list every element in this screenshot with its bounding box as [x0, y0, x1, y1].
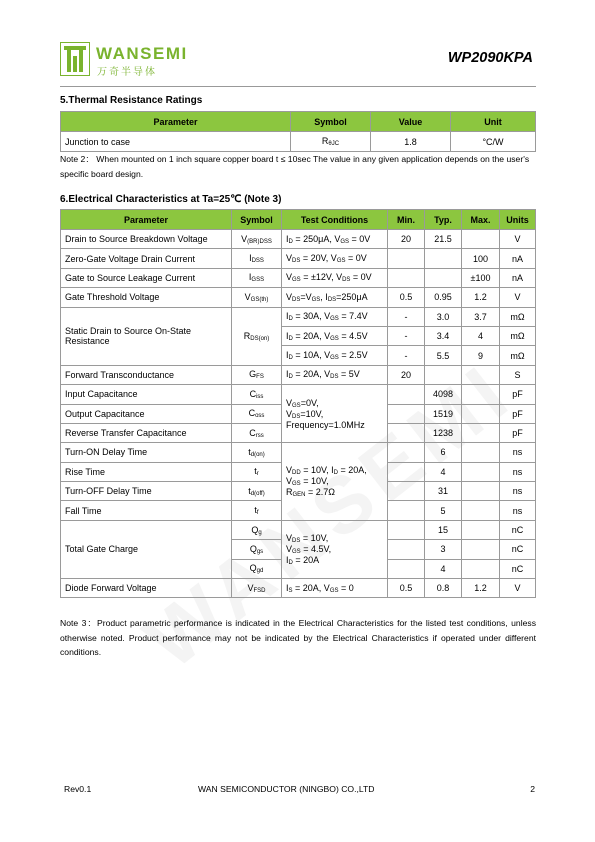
cell-min: -	[388, 307, 425, 326]
cell-symbol: $C_{oss}$	[232, 404, 282, 423]
cell-min	[388, 423, 425, 442]
cell-parameter: Zero-Gate Voltage Drain Current	[61, 249, 232, 268]
cell-unit: ns	[500, 482, 536, 501]
footer-page-number: 2	[530, 784, 535, 794]
cell-typ	[425, 249, 462, 268]
cell-unit: V	[500, 579, 536, 598]
cell-min	[388, 268, 425, 287]
col-header: Parameter	[61, 210, 232, 230]
cell-symbol: $Q_{gd}$	[232, 559, 282, 578]
cell-max: 3.7	[462, 307, 500, 326]
cell-min	[388, 462, 425, 481]
cell-unit: ns	[500, 462, 536, 481]
col-header: Test Conditions	[282, 210, 388, 230]
table-row	[61, 579, 536, 598]
table-row	[61, 365, 536, 384]
cell-min	[388, 249, 425, 268]
cell-typ: 3.0	[425, 307, 462, 326]
cell-min: 0.5	[388, 579, 425, 598]
cell-max	[462, 501, 500, 520]
cell-symbol: $I_{DSS}$	[232, 249, 282, 268]
logo-brand-text: WANSEMI	[96, 44, 188, 63]
cell-max	[462, 462, 500, 481]
cell-unit: pF	[500, 385, 536, 404]
cell-unit: nC	[500, 540, 536, 559]
cell-min	[388, 520, 425, 539]
col-header: Max.	[462, 210, 500, 230]
cell-parameter: Input Capacitance	[61, 385, 232, 404]
cell-condition: $V_{GS} = \pm 12V$, $V_{DS} = 0V$	[282, 268, 388, 287]
cell-symbol: $C_{rss}$	[232, 423, 282, 442]
cell-condition: $V_{DS} = 10V$, $V_{GS} = 4.5V$, $I_D = 20A$	[282, 520, 388, 578]
col-header: Typ.	[425, 210, 462, 230]
cell-unit: nA	[500, 249, 536, 268]
cell-symbol: $Q_g$	[232, 520, 282, 539]
cell-condition: $I_D = 20A$, $V_{GS} = 4.5V$	[282, 326, 388, 345]
cell-typ	[425, 365, 462, 384]
cell-symbol: $V_{(BR)DSS}$	[232, 230, 282, 249]
cell-unit: S	[500, 365, 536, 384]
cell-unit: nC	[500, 559, 536, 578]
cell-min	[388, 540, 425, 559]
cell-typ: 6	[425, 443, 462, 462]
cell-condition: $I_D = 250\mu A$, $V_{GS} = 0V$	[282, 230, 388, 249]
cell-condition: $V_{DD} = 10V$, $I_D = 20A$, $V_{GS} = 10V$, $R_{GEN} = 2.7\Omega$	[282, 443, 388, 521]
cell-typ: 21.5	[425, 230, 462, 249]
cell-unit: mΩ	[500, 307, 536, 326]
col-header: Symbol	[291, 112, 371, 132]
cell-min	[388, 559, 425, 578]
footer-revision: Rev0.1	[64, 784, 92, 794]
cell-min	[388, 443, 425, 462]
thermal-table	[60, 111, 536, 152]
cell-condition: $I_D = 30A$, $V_{GS} = 7.4V$	[282, 307, 388, 326]
cell-typ: 4	[425, 559, 462, 578]
cell-symbol: $t_r$	[232, 462, 282, 481]
cell-condition: $I_S = 20A$, $V_{GS} = 0$	[282, 579, 388, 598]
cell-symbol: $t_{d(off)}$	[232, 482, 282, 501]
cell-symbol: $t_{d(on)}$	[232, 443, 282, 462]
cell-unit: nA	[500, 268, 536, 287]
cell-max	[462, 559, 500, 578]
cell-max	[462, 482, 500, 501]
cell-parameter: Fall Time	[61, 501, 232, 520]
cell-typ: 4	[425, 462, 462, 481]
cell-condition: $I_D = 10A$, $V_{GS} = 2.5V$	[282, 346, 388, 365]
cell-parameter: Diode Forward Voltage	[61, 579, 232, 598]
cell-unit: mΩ	[500, 326, 536, 345]
cell-typ	[425, 268, 462, 287]
cell-max: 1.2	[462, 288, 500, 307]
section-5-heading: 5.Thermal Resistance Ratings	[60, 95, 203, 106]
cell-unit: nC	[500, 520, 536, 539]
cell-max: 1.2	[462, 579, 500, 598]
cell-max	[462, 404, 500, 423]
cell-typ: 3	[425, 540, 462, 559]
cell-typ: 5	[425, 501, 462, 520]
cell-unit: ns	[500, 501, 536, 520]
cell-max	[462, 520, 500, 539]
cell-max	[462, 443, 500, 462]
cell-parameter: Reverse Transfer Capacitance	[61, 423, 232, 442]
table-row	[61, 249, 536, 268]
cell-parameter: Turn-ON Delay Time	[61, 443, 232, 462]
table-row	[61, 268, 536, 287]
cell-parameter: Gate to Source Leakage Current	[61, 268, 232, 287]
col-header: Symbol	[232, 210, 282, 230]
cell-min	[388, 501, 425, 520]
cell-parameter: Junction to case	[61, 132, 291, 152]
cell-unit: ns	[500, 443, 536, 462]
col-header: Unit	[451, 112, 536, 132]
electrical-table	[60, 209, 536, 598]
thermal-header-row	[61, 112, 536, 132]
cell-condition: $V_{DS}=V_{GS}$, $I_{DS}=250\mu A$	[282, 288, 388, 307]
cell-unit: °C/W	[451, 132, 536, 152]
cell-symbol: $G_{FS}$	[232, 365, 282, 384]
note-2: Note 2： When mounted on 1 inch square copper board t ≤ 10sec The value in any given application depends on the user's specific board design.	[60, 154, 530, 179]
cell-symbol: $R_{\theta JC}$	[291, 132, 371, 152]
cell-min	[388, 385, 425, 404]
cell-condition: $V_{DS} = 20V$, $V_{GS} = 0V$	[282, 249, 388, 268]
cell-unit: mΩ	[500, 346, 536, 365]
cell-max: 100	[462, 249, 500, 268]
cell-parameter: Turn-OFF Delay Time	[61, 482, 232, 501]
cell-unit: V	[500, 230, 536, 249]
cell-condition: $I_D = 20A$, $V_{DS} = 5V$	[282, 365, 388, 384]
col-header: Units	[500, 210, 536, 230]
table-row	[61, 307, 536, 326]
table-row	[61, 443, 536, 462]
cell-symbol: $C_{iss}$	[232, 385, 282, 404]
cell-value: 1.8	[371, 132, 451, 152]
cell-max	[462, 423, 500, 442]
cell-typ: 5.5	[425, 346, 462, 365]
cell-parameter: Static Drain to Source On-State Resistance	[61, 307, 232, 365]
part-number: WP2090KPA	[447, 50, 533, 66]
cell-max	[462, 230, 500, 249]
cell-min: -	[388, 346, 425, 365]
logo-mark-icon	[60, 42, 90, 76]
cell-typ: 1519	[425, 404, 462, 423]
cell-max	[462, 540, 500, 559]
cell-min: 0.5	[388, 288, 425, 307]
cell-min: 20	[388, 365, 425, 384]
cell-max: ±100	[462, 268, 500, 287]
cell-symbol: $Q_{gs}$	[232, 540, 282, 559]
header-divider	[60, 86, 536, 87]
col-header: Parameter	[61, 112, 291, 132]
cell-max	[462, 385, 500, 404]
logo-brand-subtext: 万奇半导体	[97, 67, 157, 78]
cell-parameter: Gate Threshold Voltage	[61, 288, 232, 307]
cell-parameter: Rise Time	[61, 462, 232, 481]
cell-min: 20	[388, 230, 425, 249]
table-row	[61, 230, 536, 249]
cell-parameter: Total Gate Charge	[61, 520, 232, 578]
col-header: Value	[371, 112, 451, 132]
cell-max	[462, 365, 500, 384]
cell-min: -	[388, 326, 425, 345]
table-row	[61, 520, 536, 539]
section-6-heading: 6.Electrical Characteristics at Ta=25℃ (Note 3)	[60, 194, 282, 205]
cell-typ: 31	[425, 482, 462, 501]
cell-parameter: Output Capacitance	[61, 404, 232, 423]
company-logo	[60, 42, 230, 78]
cell-typ: 0.95	[425, 288, 462, 307]
cell-symbol: $V_{GS(th)}$	[232, 288, 282, 307]
table-row	[61, 288, 536, 307]
footer-company: WAN SEMICONDUCTOR (NINGBO) CO.,LTD	[198, 784, 375, 794]
cell-unit: V	[500, 288, 536, 307]
table-row	[61, 385, 536, 404]
cell-parameter: Forward Transconductance	[61, 365, 232, 384]
cell-symbol: $t_f$	[232, 501, 282, 520]
electrical-header-row	[61, 210, 536, 230]
cell-max: 9	[462, 346, 500, 365]
cell-unit: pF	[500, 423, 536, 442]
cell-symbol: $I_{GSS}$	[232, 268, 282, 287]
cell-condition: $V_{GS}=0V$, $V_{DS}=10V$, Frequency=1.0MHz	[282, 385, 388, 443]
cell-symbol: $R_{DS(on)}$	[232, 307, 282, 365]
cell-min	[388, 482, 425, 501]
cell-typ: 0.8	[425, 579, 462, 598]
cell-unit: pF	[500, 404, 536, 423]
cell-symbol: $V_{FSD}$	[232, 579, 282, 598]
col-header: Min.	[388, 210, 425, 230]
cell-parameter: Drain to Source Breakdown Voltage	[61, 230, 232, 249]
cell-typ: 3.4	[425, 326, 462, 345]
note-3: Note 3：Product parametric performance is indicated in the Electrical Characteristics for the listed test conditions, unless otherwise noted. Product performance may not be indicated by the Electrical Characteristics if operated under different conditions.	[60, 618, 536, 657]
cell-max: 4	[462, 326, 500, 345]
cell-min	[388, 404, 425, 423]
cell-typ: 15	[425, 520, 462, 539]
cell-typ: 4098	[425, 385, 462, 404]
cell-typ: 1238	[425, 423, 462, 442]
table-row	[61, 132, 536, 152]
